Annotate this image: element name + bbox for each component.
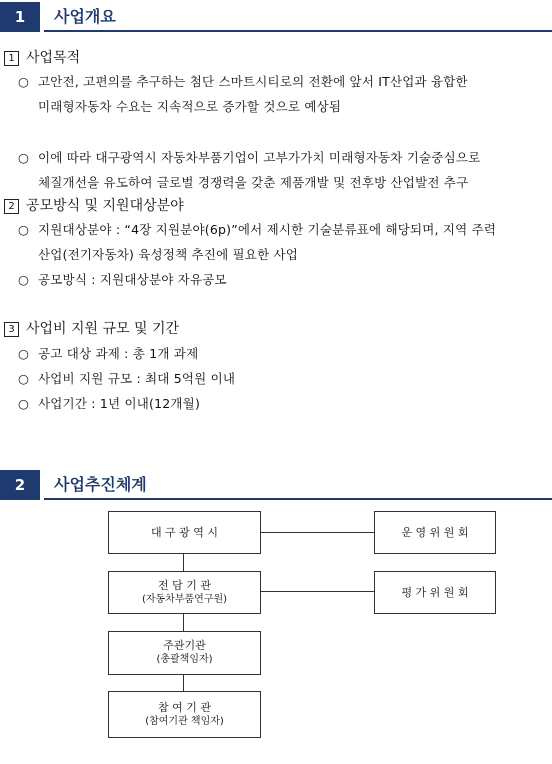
org-label: 참 여 기 관 <box>158 700 211 714</box>
connector-line <box>260 532 374 533</box>
list-item <box>18 69 548 119</box>
item-line: 지원대상분야 : “4장 지원분야(6p)”에서 제시한 기술분류표에 해당되며, 지역 주력 <box>38 222 497 237</box>
list-item <box>18 217 548 267</box>
item-line: 사업기간 : 1년 이내(12개월) <box>38 396 201 411</box>
org-box-host-agency <box>108 631 261 675</box>
org-box-evaluation-committee <box>374 571 496 614</box>
item-line-continued: 체질개선을 유도하여 글로벌 경쟁력을 갖춘 제품개발 및 전후방 산업발전 추구 <box>38 175 469 190</box>
section-2-header <box>0 470 552 500</box>
item-line: 공모방식 : 지원대상분야 자유공모 <box>38 272 227 287</box>
connector-line <box>183 553 184 571</box>
numbered-box: 3 <box>4 322 19 337</box>
subsection-method-title <box>4 196 184 216</box>
section-rule <box>44 498 552 500</box>
org-label: 대 구 광 역 시 <box>150 525 219 539</box>
circle-bullet-icon: ○ <box>18 272 29 287</box>
org-label: 평 가 위 원 회 <box>401 585 469 599</box>
item-line-continued: 산업(전기자동차) 육성정책 추진에 필요한 사업 <box>38 247 299 262</box>
numbered-box: 2 <box>4 199 19 214</box>
item-line: 사업비 지원 규모 : 최대 5억원 이내 <box>38 371 236 386</box>
org-box-lead-agency <box>108 571 261 614</box>
connector-line <box>183 673 184 691</box>
list-item <box>18 145 548 195</box>
org-sublabel: (자동차부품연구원) <box>141 593 228 605</box>
circle-bullet-icon: ○ <box>18 396 29 411</box>
org-box-daegu <box>108 511 261 554</box>
section-title: 사업개요 <box>54 7 116 26</box>
connector-line <box>260 591 374 592</box>
section-1-header <box>0 2 552 32</box>
org-sublabel: (참여기관 책임자) <box>145 715 224 727</box>
circle-bullet-icon: ○ <box>18 371 29 386</box>
circle-bullet-icon: ○ <box>18 150 29 165</box>
org-box-operations-committee <box>374 511 496 554</box>
org-box-participant-agency <box>108 691 261 738</box>
numbered-box: 1 <box>4 51 19 66</box>
list-item <box>18 366 548 391</box>
circle-bullet-icon: ○ <box>18 222 29 237</box>
item-line: 고안전, 고편의를 추구하는 첨단 스마트시티로의 전환에 앞서 IT산업과 융합한 <box>38 74 468 89</box>
list-item <box>18 341 548 366</box>
org-label: 전 담 기 관 <box>158 578 211 592</box>
section-number: 1 <box>0 2 40 32</box>
circle-bullet-icon: ○ <box>18 346 29 361</box>
section-number: 2 <box>0 470 40 500</box>
list-item <box>18 391 548 416</box>
circle-bullet-icon: ○ <box>18 74 29 89</box>
section-rule <box>44 30 552 32</box>
subsection-title: 사업비 지원 규모 및 기간 <box>26 321 180 337</box>
item-line: 공고 대상 과제 : 총 1개 과제 <box>38 346 199 361</box>
item-line: 이에 따라 대구광역시 자동차부품기업이 고부가가치 미래형자동차 기술중심으로 <box>38 150 481 165</box>
org-label: 주관기관 <box>163 639 206 652</box>
item-line-continued: 미래형자동차 수요는 지속적으로 증가할 것으로 예상됨 <box>38 99 342 114</box>
subsection-title: 공모방식 및 지원대상분야 <box>26 198 184 214</box>
org-label: 운 영 위 원 회 <box>401 525 469 539</box>
section-title: 사업추진체계 <box>54 475 147 494</box>
subsection-scale-title <box>4 319 179 339</box>
connector-line <box>183 612 184 631</box>
org-sublabel: (총괄책임자) <box>156 654 213 665</box>
list-item <box>18 267 548 292</box>
subsection-purpose-title <box>4 48 80 68</box>
subsection-title: 사업목적 <box>26 50 81 66</box>
